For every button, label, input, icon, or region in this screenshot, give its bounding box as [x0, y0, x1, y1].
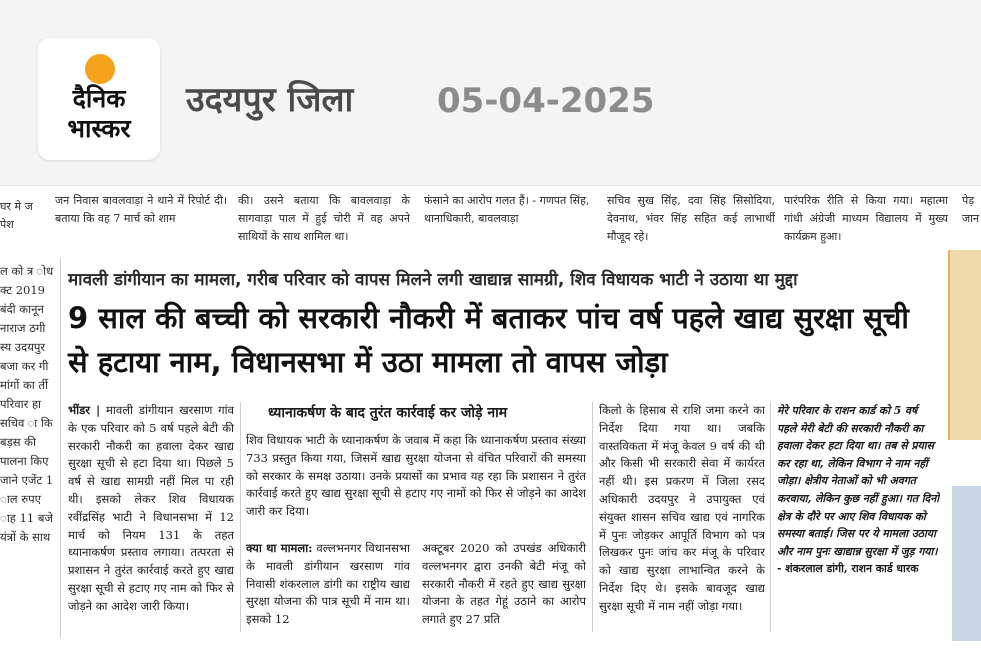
quote-attribution: - शंकरलाल डांगी, राशन कार्ड धारक [777, 562, 919, 576]
article-subhead: ध्यानाकर्षण के बाद तुरंत कार्रवाई कर जोड़े नाम [268, 405, 508, 421]
app-header [0, 0, 981, 186]
article-kicker: मावली डांगीयान का मामला, गरीब परिवार को वापस मिलने लगी खाद्यान्न सामग्री, शिव विधायक भाटी ने उठाया था मुद्दा [68, 270, 798, 290]
article-column-1 [68, 402, 234, 634]
article-column-4: अक्टूबर 2020 को उपखंड अधिकारी वल्लभनगर द्वारा उनकी बेटी मंजू को सरकारी नौकरी में रहते हुए खाद्य सुरक्षा योजना के तहत गेहूं उठाने का आरोप लगाते हुए 27 प्रति [422, 541, 586, 627]
edition-title: उदयपुर जिला [186, 80, 354, 120]
left-column-fragment: ल को त्र ोध क्ट 2019 बंदी कानून नाराज ठगी स्य उदयपुर बजा कर गी मांगों का र्ती परिवार हा सचिव ा कि बड़स की पालना किए जाने एजेंट 1 ाल रुपए ाह 11 बजे यंत्रों के साथ [0, 264, 54, 544]
top-fragment-1: घर मे ज पेश [0, 200, 33, 231]
article-column-2: शिव विधायक भाटी के ध्यानाकर्षण के जवाब में कहा कि ध्यानाकर्षण प्रस्ताव संख्या 733 प्रस्तुत किया गया, जिसमें खाद्य सुरक्षा योजना से वंचित परिवारों की समस्या को सरकार के समक्ष उठाया। उनके प्रयासों का प्रभाव यह रहा कि प्रशासन ने तुरंत कार्रवाई करते हुए खाद्य सुरक्षा सूची से हटाए गए नामों को फिर से जोड़ने का आदेश जारी कर दिया। [246, 433, 586, 519]
quote-box [777, 402, 940, 632]
case-label: क्या था मामला: [246, 541, 313, 555]
top-fragment-5: सचिव सुख सिंह, दवा सिंह सिसोदिया, देवनाथ, भंवर सिंह सहित कई लाभार्थी मौजूद रहे। [607, 194, 775, 243]
top-fragment-2: जन निवास बावलवाड़ा ने थाने में रिपोर्ट दी। बताया कि वह 7 मार्च को शाम [55, 194, 227, 225]
side-advertisement-image [952, 486, 981, 641]
dainik-bhaskar-logo[interactable] [38, 38, 160, 160]
article-column-3 [246, 540, 410, 634]
column-divider [770, 402, 771, 632]
column-divider [592, 402, 593, 632]
logo-line-2: भास्कर [67, 114, 131, 143]
quote-text: मेरे परिवार के राशन कार्ड को 5 वर्ष पहले मेरी बेटी की सरकारी नौकरी का हवाला देकर हटा दिया था। तब से प्रयास कर रहा था, लेकिन विभाग ने नाम नहीं जोड़ा। क्षेत्रीय नेताओं को भी अवगत करवाया, लेकिन कुछ नहीं हुआ। गत दिनों क्षेत्र के दौरे पर आए शिव विधायक को समस्या बताई। जिस पर ये मामला उठाया और नाम पुनः खाद्यान्न सुरक्षा में जुड़ गया। [777, 404, 940, 558]
column-3-text: वल्लभनगर विधानसभा के मावली डांगीयान खरसाण गांव निवासी शंकरलाल डांगी का राष्ट्रीय खाद्य सुरक्षा योजना की पात्र सूची में नाम था। इसको 12 [246, 541, 410, 627]
newspaper-clipping [0, 186, 981, 655]
article-headline: 9 साल की बच्ची को सरकारी नौकरी में बताकर पांच वर्ष पहले खाद्य सुरक्षा सूची से हटाया नाम, विधानसभा में उठा मामला तो वापस जोड़ा [68, 301, 909, 379]
top-fragment-7: पेड़ जान [962, 194, 980, 225]
top-fragment-4: फंसाने का आरोप गलत हैं। - गणपत सिंह, थानाधिकारी, बावलवाड़ा [424, 194, 590, 225]
top-fragment-6: पारंपरिक रीति से किया गया। महात्मा गांधी अंग्रेजी माध्यम विद्यालय में मुख्य कार्यक्रम हुआ। [784, 194, 948, 243]
sun-icon [85, 54, 115, 84]
column-divider [60, 258, 61, 638]
logo-line-1: दैनिक [72, 84, 126, 113]
column-divider [240, 402, 241, 632]
column-1-text: मावली डांगीयान खरसाण गांव के एक परिवार को 5 वर्ष पहले बेटी की सरकारी नौकरी का हवाला देकर खाद्य सुरक्षा सूची से हटा दिया था। पिछले 5 वर्ष से खाद्य सामग्री नहीं मिल पा रही थी। इसको लेकर शिव विधायक रवींद्रसिंह भाटी ने विधानसभा में 12 मार्च को नियम 131 के तहत ध्यानाकर्षण प्रस्ताव लगाया। तत्परता से प्रशासन ने तुरंत कार्रवाई करते हुए खाद्य सुरक्षा सूची से हटाए गए नाम को फिर से जोड़ने का आदेश जारी किया। [68, 403, 234, 613]
top-fragment-3: की। उसने बताया कि बावलवाड़ा के सागवाड़ा पाल में हुई चोरी में वह अपने साथियों के साथ शामिल था। [238, 194, 410, 243]
article-column-5: किलो के हिसाब से राशि जमा करने का निर्देश दिया गया था। जबकि वास्तविकता में मंजू केवल 9 वर्ष की थी और किसी भी सरकारी सेवा में कार्यरत नहीं थी। इस प्रकरण में जिला रसद अधिकारी उदयपुर ने उपायुक्त एवं संयुक्त शासन सचिव खाद्य एवं नागरिक में पुनः जोड़कर आपूर्ति विभाग को पत्र लिखकर पुनः जांच कर मंजू के परिवार को खाद्य सुरक्षा लाभान्वित करने के निर्देश दिए थे। इसके बावजूद खाद्य सुरक्षा सूची में नाम नहीं जोड़ा गया। [599, 403, 765, 613]
dateline: भींडर | [68, 403, 101, 417]
side-advertisement [948, 250, 981, 440]
edition-date[interactable]: 05-04-2025 [437, 81, 655, 121]
